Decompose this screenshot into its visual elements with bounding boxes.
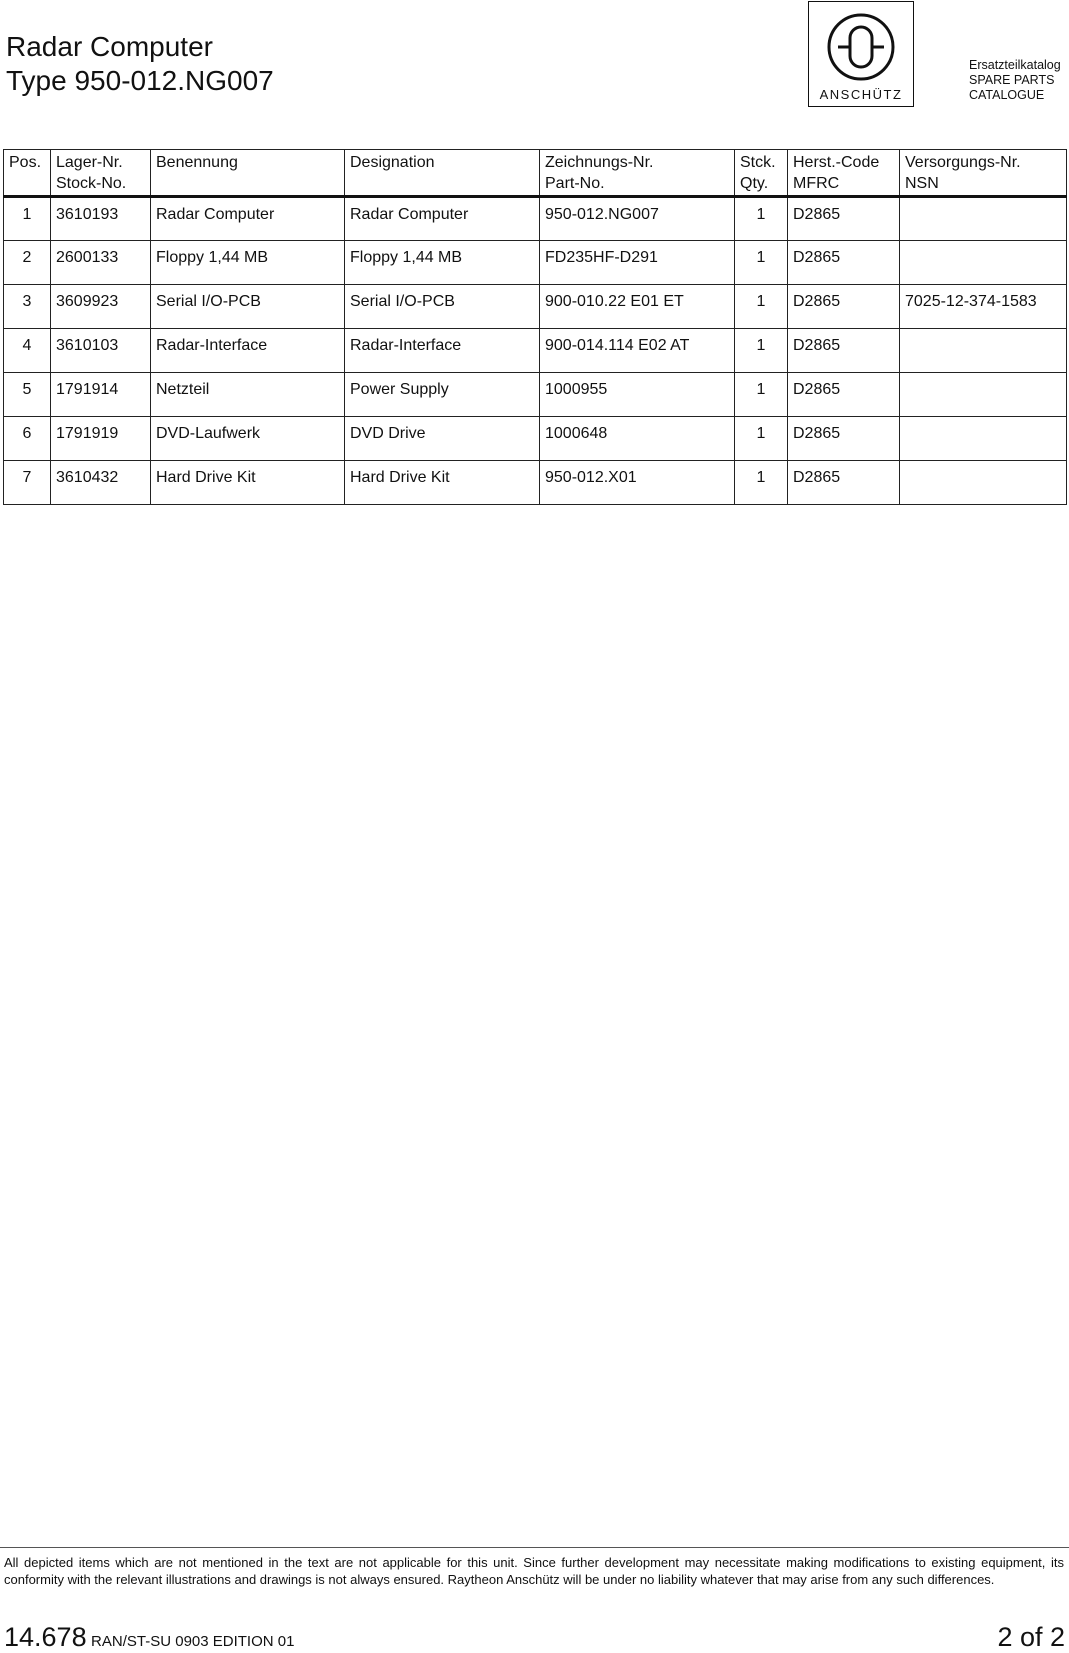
cell-mfrc: D2865: [788, 285, 900, 329]
document-number-main: 14.678: [4, 1622, 87, 1652]
logo-wordmark: ANSCHÜTZ: [819, 87, 903, 102]
cell-part-no: 950-012.NG007: [540, 197, 735, 241]
cell-designation: Radar Computer: [345, 197, 540, 241]
cell-benennung: Netzteil: [151, 373, 345, 417]
cell-benennung: Floppy 1,44 MB: [151, 241, 345, 285]
header-part-no: Zeichnungs-Nr. Part-No.: [540, 150, 735, 197]
cell-nsn: [900, 329, 1067, 373]
cell-qty: 1: [735, 241, 788, 285]
cell-mfrc: D2865: [788, 373, 900, 417]
document-number: [4, 1622, 294, 1653]
footer-disclaimer: All depicted items which are not mentioned in the text are not applicable for this unit. Since further development may necessitate making modifications to existing equipment, its conformity with the relevant illustrations and drawings is not always ensured. Raytheon Anschütz will be under no liability whatever that may arise from any such differences.: [4, 1555, 1064, 1587]
cell-qty: 1: [735, 197, 788, 241]
table-row: [4, 241, 1067, 285]
document-number-suffix: RAN/ST-SU 0903 EDITION 01: [91, 1633, 295, 1650]
cell-pos: 6: [4, 417, 51, 461]
cell-stock-no: 2600133: [51, 241, 151, 285]
table-row: [4, 197, 1067, 241]
cell-designation: Radar-Interface: [345, 329, 540, 373]
cell-nsn: [900, 461, 1067, 505]
cell-benennung: DVD-Laufwerk: [151, 417, 345, 461]
cell-pos: 4: [4, 329, 51, 373]
title-line-2: Type 950-012.NG007: [6, 65, 274, 96]
title-line-1: Radar Computer: [6, 31, 213, 62]
cell-nsn: [900, 241, 1067, 285]
anschuetz-logo: [808, 1, 914, 107]
cell-part-no: 900-010.22 E01 ET: [540, 285, 735, 329]
cell-pos: 5: [4, 373, 51, 417]
header-nsn: Versorgungs-Nr. NSN: [900, 150, 1067, 197]
cell-mfrc: D2865: [788, 329, 900, 373]
catalog-label-en-2: CATALOGUE: [969, 88, 1045, 102]
cell-pos: 7: [4, 461, 51, 505]
cell-qty: 1: [735, 285, 788, 329]
cell-stock-no: 1791919: [51, 417, 151, 461]
cell-mfrc: D2865: [788, 461, 900, 505]
table-row: [4, 461, 1067, 505]
table-row: [4, 285, 1067, 329]
cell-part-no: 1000955: [540, 373, 735, 417]
document-title: [6, 30, 274, 98]
cell-qty: 1: [735, 373, 788, 417]
cell-mfrc: D2865: [788, 197, 900, 241]
cell-designation: Power Supply: [345, 373, 540, 417]
table-row: [4, 329, 1067, 373]
cell-nsn: [900, 417, 1067, 461]
footer-divider: [0, 1547, 1069, 1548]
cell-stock-no: 1791914: [51, 373, 151, 417]
cell-mfrc: D2865: [788, 241, 900, 285]
cell-stock-no: 3610103: [51, 329, 151, 373]
cell-stock-no: 3609923: [51, 285, 151, 329]
table-row: [4, 417, 1067, 461]
cell-part-no: 900-014.114 E02 AT: [540, 329, 735, 373]
cell-designation: Hard Drive Kit: [345, 461, 540, 505]
header-designation: Designation: [345, 150, 540, 197]
catalog-label-en-1: SPARE PARTS: [969, 73, 1055, 87]
cell-pos: 1: [4, 197, 51, 241]
cell-benennung: Hard Drive Kit: [151, 461, 345, 505]
cell-qty: 1: [735, 329, 788, 373]
cell-part-no: FD235HF-D291: [540, 241, 735, 285]
catalog-label: [969, 58, 1061, 103]
cell-nsn: 7025-12-374-1583: [900, 285, 1067, 329]
header-qty: Stck. Qty.: [735, 150, 788, 197]
header-benennung: Benennung: [151, 150, 345, 197]
cell-pos: 2: [4, 241, 51, 285]
cell-qty: 1: [735, 461, 788, 505]
cell-stock-no: 3610432: [51, 461, 151, 505]
cell-mfrc: D2865: [788, 417, 900, 461]
cell-designation: Floppy 1,44 MB: [345, 241, 540, 285]
table-header-row: [4, 150, 1067, 197]
cell-nsn: [900, 197, 1067, 241]
header-pos: Pos.: [4, 150, 51, 197]
cell-pos: 3: [4, 285, 51, 329]
cell-part-no: 950-012.X01: [540, 461, 735, 505]
cell-designation: DVD Drive: [345, 417, 540, 461]
cell-designation: Serial I/O-PCB: [345, 285, 540, 329]
spare-parts-table: [3, 149, 1067, 505]
cell-nsn: [900, 373, 1067, 417]
catalog-label-de: Ersatzteilkatalog: [969, 58, 1061, 72]
cell-benennung: Radar-Interface: [151, 329, 345, 373]
table-row: [4, 373, 1067, 417]
cell-part-no: 1000648: [540, 417, 735, 461]
header-mfrc: Herst.-Code MFRC: [788, 150, 900, 197]
cell-benennung: Serial I/O-PCB: [151, 285, 345, 329]
cell-benennung: Radar Computer: [151, 197, 345, 241]
cell-stock-no: 3610193: [51, 197, 151, 241]
header-stock-no: Lager-Nr. Stock-No.: [51, 150, 151, 197]
page-number: 2 of 2: [997, 1622, 1065, 1652]
cell-qty: 1: [735, 417, 788, 461]
